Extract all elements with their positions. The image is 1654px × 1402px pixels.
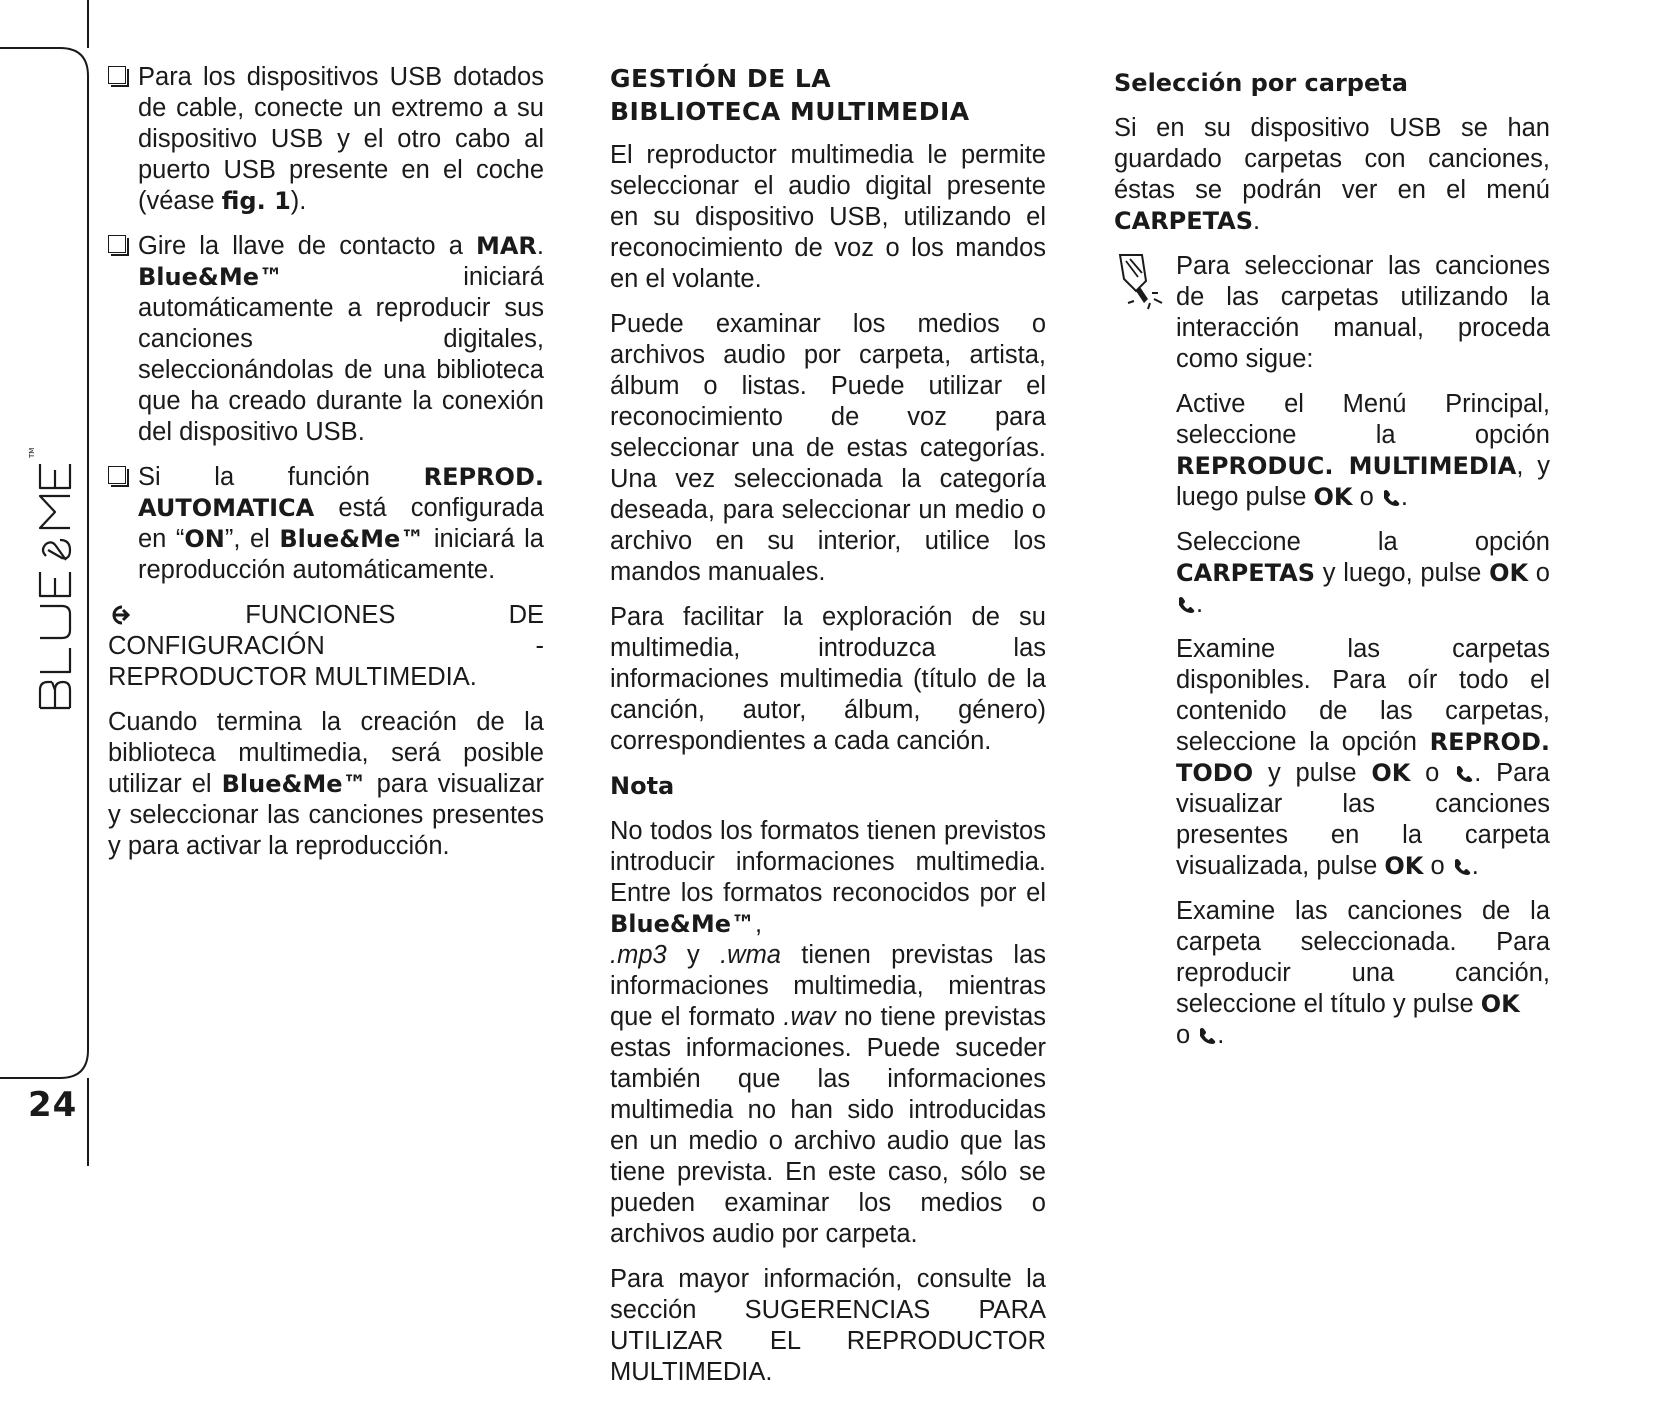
section-heading: Selección por carpeta xyxy=(1114,69,1408,97)
paragraph: Puede examinar los medios o archivos audio por carpeta, artista, álbum o listas. Puede utilizar el reconocimiento de voz para seleccionar una de estas categorías. Una vez seleccionada la categoría deseada, para seleccionar un medio o archivo en su interior, utilice los mandos manuales. xyxy=(610,310,1046,586)
step-1: Active el Menú Principal, seleccione la opción REPRODUC. MULTIMEDIA, y luego pulse OK o . xyxy=(1176,390,1550,511)
paragraph-library-complete: Cuando termina la creación de la biblioteca multimedia, será posible utilizar el Blue&Me™ para visualizar y seleccionar las canciones presentes y para activar la reproducción. xyxy=(108,708,544,860)
phone-handset-icon xyxy=(1452,857,1472,877)
phone-handset-icon xyxy=(1176,595,1196,615)
checkbox-bullet-icon xyxy=(108,235,126,253)
paragraph-formats: No todos los formatos tienen previstos introducir informaciones multimedia. Entre los formatos reconocidos por el Blue&Me™, .mp3 y .wma tienen previstas las informaciones multimedia, mientras que el formato .wav no tiene previstas estas informaciones. Puede suceder también que las informaciones multimedia no han sido introducidas en un medio o archivo audio que las tiene prevista. En este caso, sólo se pueden examinar los medios o archivos audio por carpeta. xyxy=(610,817,1047,1248)
note-heading: Nota xyxy=(610,772,675,800)
page-number: 24 xyxy=(28,1085,78,1125)
phone-handset-icon xyxy=(1454,764,1474,784)
step-3: Examine las carpetas disponibles. Para oír todo el contenido de las carpetas, seleccione la opción REPROD. TODO y pulse OK o . Para visualizar las canciones presentes en la carpeta visualizada, pulse OK o . xyxy=(1176,635,1550,880)
section-heading: GESTIÓN DE LA BIBLIOTECA MULTIMEDIA xyxy=(610,64,970,126)
svg-text:TM: TM xyxy=(28,447,36,458)
bullet-autoplay: Si la función REPROD. AUTOMATICA está configurada en “ON”, el Blue&Me™ iniciará la reproducción automáticamente. xyxy=(108,462,544,586)
checkbox-bullet-icon xyxy=(108,466,126,484)
blue-and-me-logo xyxy=(0,400,90,720)
paragraph: Si en su dispositivo USB se han guardado carpetas con canciones, éstas se podrán ver en el menú CARPETAS. xyxy=(1114,114,1550,235)
phone-handset-icon xyxy=(1381,488,1401,508)
paragraph: El reproductor multimedia le permite seleccionar el audio digital presente en su dispositivo USB, utilizando el reconocimiento de voz o los mandos en el volante. xyxy=(610,141,1046,293)
checkbox-bullet-icon xyxy=(108,66,126,84)
cross-reference: FUNCIONES DE CONFIGURACIÓN - REPRODUCTOR MULTIMEDIA. xyxy=(108,601,544,691)
bullet-ignition: Gire la llave de contacto a MAR. Blue&Me™ iniciará automáticamente a reproducir sus canciones digitales, seleccionándolas de una biblioteca que ha creado durante la conexión del dispositivo USB. xyxy=(108,231,544,448)
figure-reference: fig. 1 xyxy=(221,187,291,215)
column-right xyxy=(1114,62,1550,1065)
step-4: Examine las canciones de la carpeta seleccionada. Para reproducir una canción, seleccione el título y pulse OK o . xyxy=(1176,897,1550,1049)
column-middle xyxy=(610,62,1046,1402)
phone-handset-icon xyxy=(1197,1026,1217,1046)
step-2: Seleccione la opción CARPETAS y luego, pulse OK o . xyxy=(1176,528,1550,618)
note-text: Para seleccionar las canciones de las carpetas utilizando la interacción manual, proceda como sigue: xyxy=(1176,252,1550,373)
bullet-usb-cable: Para los dispositivos USB dotados de cable, conecte un extremo a su dispositivo USB y el otro cabo al puerto USB presente en el coche (véase fig. 1). xyxy=(108,62,544,217)
column-left xyxy=(108,62,544,876)
paragraph: Para mayor información, consulte la sección SUGERENCIAS PARA UTILIZAR EL REPRODUCTOR MULTIMEDIA. xyxy=(610,1265,1046,1386)
hand-pen-note-icon xyxy=(1114,251,1168,311)
cross-reference-arrow-icon xyxy=(108,604,132,626)
note-block xyxy=(1114,251,1550,375)
paragraph: Para facilitar la exploración de su multimedia, introduzca las informaciones multimedia (título de la canción, autor, álbum, género) correspondientes a cada canción. xyxy=(610,603,1046,755)
